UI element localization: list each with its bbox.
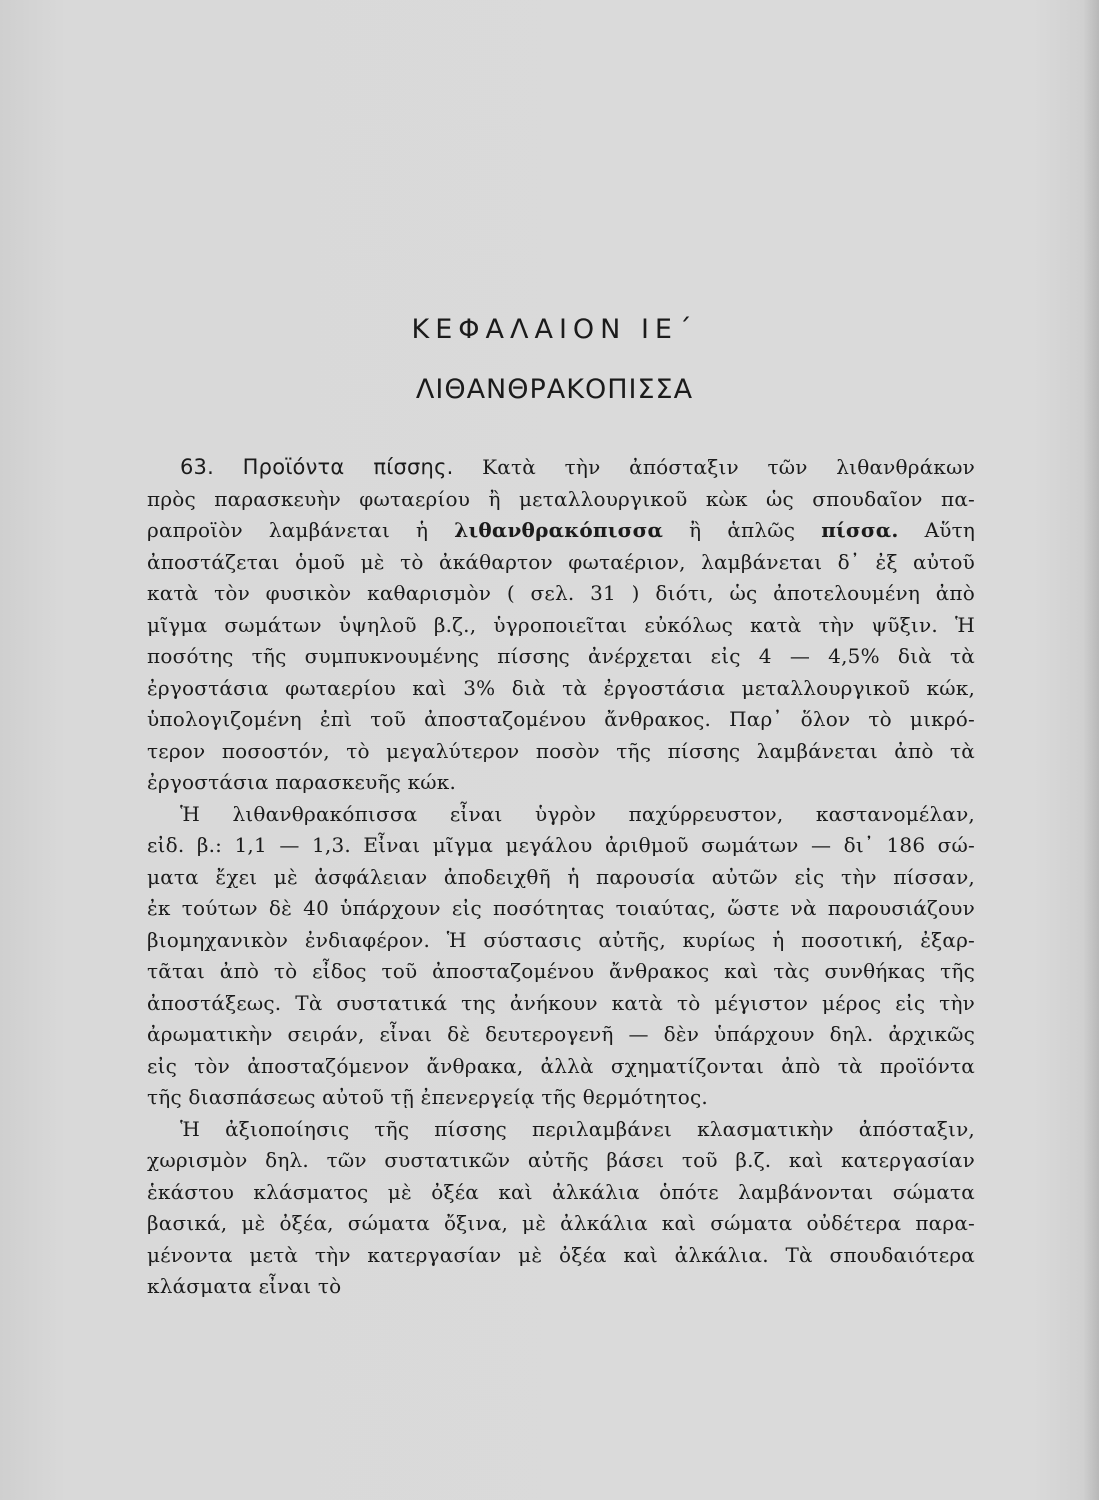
- text-line: βασικά, μὲ ὀξέα, σώματα ὄξινα, μὲ ἀλκάλια καὶ σώματα οὐδέτερα παρα-: [147, 1211, 975, 1235]
- text-line: βιομηχανικὸν ἐνδιαφέρον. Ἡ σύστασις αὐτῆς, κυρίως ἡ ποσοτική, ἐξαρ-: [147, 927, 975, 952]
- text-line: κατὰ τὸν φυσικὸν καθαρισμὸν ( σελ. 31 ) διότι, ὡς ἀποτελουμένη ἀπὸ: [147, 581, 975, 605]
- page-edge-shadow: [1083, 0, 1099, 1500]
- chapter-heading: ΚΕΦΑΛΑΙΟΝ ΙΕ΄: [411, 314, 698, 345]
- text-run: ἢ ἁπλῶς: [689, 518, 796, 542]
- text-line: χωρισμὸν δηλ. τῶν συστατικῶν αὐτῆς βάσει τοῦ β.ζ. καὶ κατεργασίαν: [147, 1148, 975, 1172]
- chapter-title: ΛΙΘΑΝΘΡΑΚΟΠΙΣΣΑ: [415, 374, 694, 405]
- text-line: πρὸς παρασκευὴν φωταερίου ἢ μεταλλουργικοῦ κὼκ ὡς σπουδαῖον πα-: [147, 486, 975, 511]
- bold-term: πίσσα.: [821, 518, 899, 542]
- text-line: μῖγμα σωμάτων ὑψηλοῦ β.ζ., ὑγροποιεῖται εὐκόλως κατὰ τὴν ψῦξιν. Ἡ: [147, 612, 975, 637]
- text-line: τερον ποσοστόν, τὸ μεγαλύτερον ποσὸν τῆς πίσσης λαμβάνεται ἀπὸ τὰ: [147, 738, 975, 763]
- text-run: Κατὰ τὴν ἀπόσταξιν τῶν λιθανθράκων: [482, 455, 975, 479]
- text-run: Αὕτη: [924, 518, 976, 542]
- text-line: ἐργοστάσια φωταερίου καὶ 3% διὰ τὰ ἐργοστάσια μεταλλουργικοῦ κώκ,: [147, 675, 975, 700]
- text-line: εἰς τὸν ἀποσταζόμενον ἄνθρακα, ἀλλὰ σχηματίζονται ἀπὸ τὰ προϊόντα: [147, 1053, 975, 1078]
- body-text: [147, 452, 975, 1303]
- text-line: τᾶται ἀπὸ τὸ εἶδος τοῦ ἀποσταζομένου ἄνθρακος καὶ τὰς συνθήκας τῆς: [147, 959, 975, 983]
- text-line: τῆς διασπάσεως αὐτοῦ τῇ ἐπενεργείᾳ τῆς θερμότητος.: [147, 1085, 708, 1109]
- text-line: ὑπολογιζομένη ἐπὶ τοῦ ἀποσταζομένου ἄνθρακος. Παρ᾿ ὅλον τὸ μικρό-: [147, 707, 975, 731]
- text-line: ἀποστάζεται ὁμοῦ μὲ τὸ ἀκάθαρτον φωταέριον, λαμβάνεται δ᾿ ἐξ αὐτοῦ: [147, 549, 975, 574]
- text-run: ραπροϊὸν λαμβάνεται ἡ: [147, 518, 429, 542]
- text-line: ποσότης τῆς συμπυκνουμένης πίσσης ἀνέρχεται εἰς 4 — 4,5% διὰ τὰ: [147, 644, 975, 668]
- bold-term: λιθανθρακόπισσα: [454, 518, 664, 542]
- text-line: ἐργοστάσια παρασκευῆς κώκ.: [147, 770, 457, 794]
- text-line: μένοντα μετὰ τὴν κατεργασίαν μὲ ὀξέα καὶ ἀλκάλια. Τὰ σπουδαιότερα: [147, 1242, 975, 1267]
- text-line: Ἡ λιθανθρακόπισσα εἶναι ὑγρὸν παχύρρευστον, καστανομέλαν,: [180, 801, 975, 826]
- text-line: [147, 452, 975, 484]
- text-line: ἐκ τούτων δὲ 40 ὑπάρχουν εἰς ποσότητας τοιαύτας, ὥστε νὰ παρουσιάζουν: [147, 896, 975, 920]
- text-line: ἑκάστου κλάσματος μὲ ὀξέα καὶ ἀλκάλια ὁπότε λαμβάνονται σώματα: [147, 1179, 975, 1204]
- text-line: ἀρωματικὴν σειράν, εἶναι δὲ δευτερογενῆ — δὲν ὑπάρχουν δηλ. ἀρχικῶς: [147, 1022, 975, 1046]
- text-line: Ἡ ἀξιοποίησις τῆς πίσσης περιλαμβάνει κλασματικὴν ἀπόσταξιν,: [180, 1116, 975, 1141]
- text-line: ἀποστάξεως. Τὰ συστατικά της ἀνήκουν κατὰ τὸ μέγιστον μέρος εἰς τὴν: [147, 990, 975, 1015]
- text-line: ματα ἔχει μὲ ἀσφάλειαν ἀποδειχθῆ ἡ παρουσία αὐτῶν εἰς τὴν πίσσαν,: [147, 864, 975, 889]
- text-line: εἰδ. β.: 1,1 — 1,3. Εἶναι μῖγμα μεγάλου ἀριθμοῦ σωμάτων — δι᾿ 186 σώ-: [147, 833, 975, 857]
- section-heading: Προϊόντα πίσσης.: [242, 455, 454, 479]
- section-number: 63.: [180, 455, 214, 479]
- text-line: [147, 515, 975, 547]
- text-line: κλάσματα εἶναι τὸ: [147, 1274, 342, 1298]
